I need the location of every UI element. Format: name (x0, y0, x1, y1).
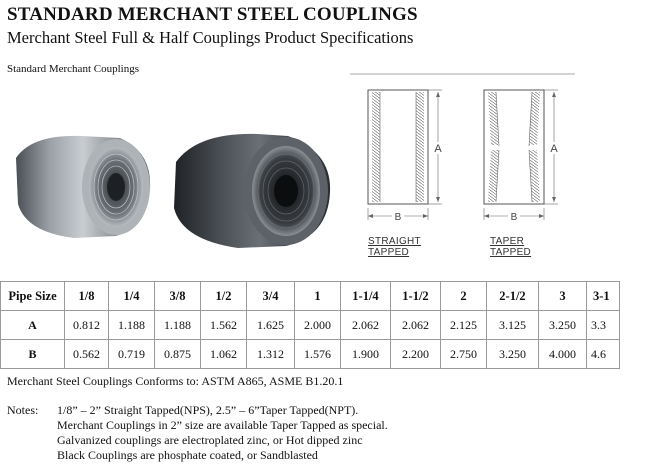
table-cell: 1.188 (155, 311, 201, 340)
taper-dim-a-label: A (550, 143, 558, 155)
section-label: Standard Merchant Couplings (7, 63, 139, 75)
coupling-diagram-drawing (350, 70, 580, 230)
straight-tapped-diagram (368, 90, 444, 221)
straight-dim-b-label: B (394, 212, 402, 223)
table-cell: 1.625 (247, 311, 295, 340)
table-cell: 0.562 (65, 340, 109, 369)
note-line: Merchant Couplings in 2” size are available Taper Tapped as special. (57, 418, 388, 432)
header-cell: 1/4 (109, 282, 155, 311)
row-label: A (1, 311, 65, 340)
note-line: Black Couplings are phosphate coated, or Sandblasted (57, 448, 318, 462)
header-cell: 1-1/4 (341, 282, 391, 311)
table-cell: 4.000 (539, 340, 587, 369)
table-cell: 2.062 (391, 311, 441, 340)
table-cell: 1.188 (109, 311, 155, 340)
table-cell: 3.125 (487, 311, 539, 340)
table-cell: 3.250 (539, 311, 587, 340)
note-line: 1/8” – 2” Straight Tapped(NPS), 2.5” – 6”Taper Tapped(NPT). (57, 403, 359, 417)
table-cell: 1.576 (295, 340, 341, 369)
conformance-statement: Merchant Steel Couplings Conforms to: ASTM A865, ASME B1.20.1 (7, 374, 344, 388)
notes-label: Notes: (7, 403, 39, 417)
table-cell: 0.812 (65, 311, 109, 340)
table-cell: 1.900 (341, 340, 391, 369)
note-line: Galvanized couplings are electroplated zinc, or Hot dipped zinc (57, 433, 363, 447)
table-cell: 2.125 (441, 311, 487, 340)
table-cell: 1.312 (247, 340, 295, 369)
row-label: B (1, 340, 65, 369)
table-header-row (1, 282, 620, 311)
table-cell: 1.062 (201, 340, 247, 369)
table-cell: 1.562 (201, 311, 247, 340)
table-row-a (1, 311, 620, 340)
table-cell: 2.062 (341, 311, 391, 340)
straight-tapped-caption: STRAIGHT TAPPED (368, 236, 421, 258)
table-cell: 0.719 (109, 340, 155, 369)
taper-tapped-diagram (484, 90, 560, 221)
header-cell: 2-1/2 (487, 282, 539, 311)
black-coupling-photo (168, 128, 336, 252)
taper-tapped-caption: TAPER TAPPED (490, 236, 532, 258)
table-cell: 4.6 (587, 340, 620, 369)
table-cell: 2.750 (441, 340, 487, 369)
table-cell: 3.3 (587, 311, 620, 340)
table-cell: 0.875 (155, 340, 201, 369)
header-cell: 1/8 (65, 282, 109, 311)
page-subtitle: Merchant Steel Full & Half Couplings Product Specifications (7, 28, 414, 47)
galvanized-coupling-photo (12, 128, 158, 244)
table-cell: 2.000 (295, 311, 341, 340)
header-cell: 2 (441, 282, 487, 311)
header-cell: 3/8 (155, 282, 201, 311)
table-cell: 3.250 (487, 340, 539, 369)
table-cell: 2.200 (391, 340, 441, 369)
taper-dim-b-label: B (510, 212, 518, 223)
header-pipe-size: Pipe Size (1, 282, 65, 311)
header-cell: 3 (539, 282, 587, 311)
header-cell: 3-1 (587, 282, 620, 311)
header-cell: 1/2 (201, 282, 247, 311)
header-cell: 1 (295, 282, 341, 311)
coupling-diagrams (350, 70, 580, 270)
header-cell: 3/4 (247, 282, 295, 311)
straight-dim-a-label: A (434, 143, 442, 155)
header-cell: 1-1/2 (391, 282, 441, 311)
page-title: STANDARD MERCHANT STEEL COUPLINGS (7, 4, 418, 25)
table-row-b (1, 340, 620, 369)
spec-table (0, 281, 620, 369)
